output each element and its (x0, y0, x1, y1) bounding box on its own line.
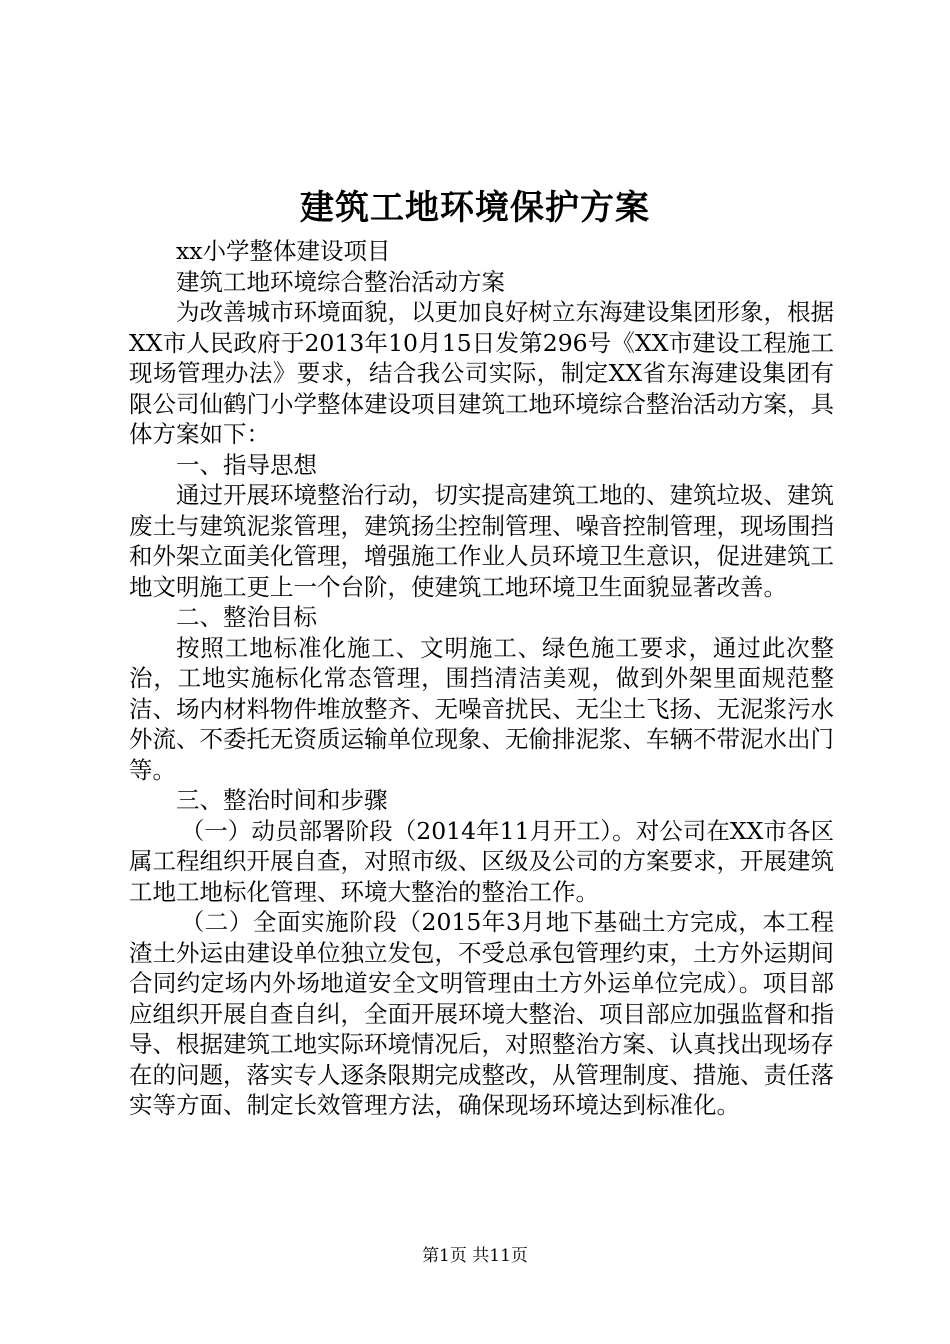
document-body (129, 236, 834, 1121)
goals-paragraph: 按照工地标准化施工、文明施工、绿色施工要求，通过此次整治，工地实施标化常态管理，围挡清洁美观，做到外架里面规范整洁、场内材料物件堆放整齐、无噪音扰民、无尘土飞扬、无泥浆污水外流、不委托无资质运输单位现象、无偷排泥浆、车辆不带泥水出门等。 (129, 633, 834, 784)
plan-subtitle: 建筑工地环境综合整治活动方案 (176, 267, 505, 296)
schedule-step-one: （一）动员部署阶段（2014年11月开工）。对公司在XX市各区属工程组织开展自查，对照市级、区级及公司的方案要求，开展建筑工地工地标化管理、环境大整治的整治工作。 (129, 816, 834, 906)
section-heading-goals: 二、整治目标 (176, 603, 317, 631)
guiding-ideology-paragraph: 通过开展环境整治行动，切实提高建筑工地的、建筑垃圾、建筑废土与建筑泥浆管理，建筑扬尘控制管理、噪音控制管理，现场围挡和外架立面美化管理，增强施工作业人员环境卫生意识，促进建筑工地文明施工更上一个台阶，使建筑工地环境卫生面貌显著改善。 (129, 481, 834, 601)
project-name: xx小学整体建设项目 (176, 237, 391, 265)
page-footer: 第1页 共11页 (422, 1246, 528, 1266)
intro-paragraph: 为改善城市环境面貌，以更加良好树立东海建设集团形象，根据XX市人民政府于2013年10月15日发第296号《XX市建设工程施工现场管理办法》要求，结合我公司实际，制定XX省东海建设集团有限公司仙鹤门小学整体建设项目建筑工地环境综合整治活动方案，具体方案如下： (129, 298, 834, 448)
section-heading-schedule: 三、整治时间和步骤 (176, 786, 388, 814)
section-heading-guiding-ideology: 一、指导思想 (176, 450, 317, 479)
document-title: 建筑工地环境保护方案 (300, 188, 650, 228)
schedule-step-two: （二）全面实施阶段（2015年3月地下基础土方完成，本工程渣土外运由建设单位独立发包，不受总承包管理约束，土方外运期间合同约定场内外场地道安全文明管理由土方外运单位完成）。项目部应组织开展自查自纠，全面开展环境大整治、项目部应加强监督和指导、根据建筑工地实际环境情况后，对照整治方案、认真找出现场存在的问题，落实专人逐条限期完成整改，从管理制度、措施、责任落实等方面、制定长效管理方法，确保现场环境达到标准化。 (129, 908, 834, 1119)
